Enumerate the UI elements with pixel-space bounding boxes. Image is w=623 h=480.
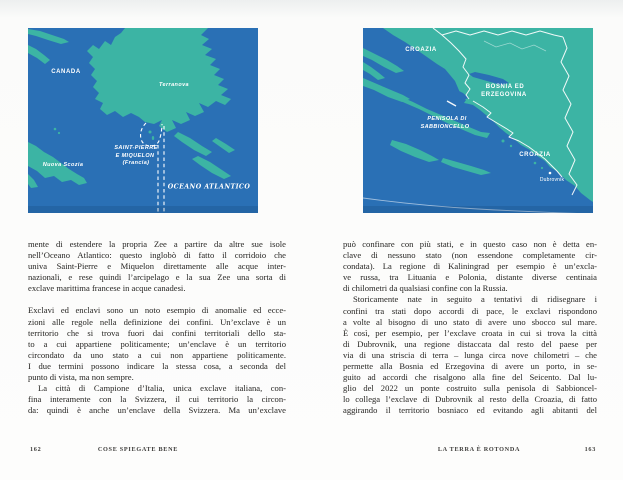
paragraph <box>343 239 597 294</box>
map-sabbioncello <box>363 28 593 213</box>
page-number-right: 163 <box>584 446 596 453</box>
running-head-right: LA TERRA È ROTONDA <box>437 446 521 453</box>
text-line: Exclavi ed enclavi sono un noto esempio di anomalie ed ecce- <box>28 305 286 316</box>
paragraph <box>28 305 286 383</box>
text-line: territorio che si trova fuori dai confini territoriali dello sta- <box>28 327 286 338</box>
text-line: univa Saint-Pierre e Miquelon direttamente alle acque inter- <box>28 261 286 272</box>
text-line: clave di nessuno stato (non essendone completamente cir- <box>343 250 597 261</box>
text-line: glio del 2022 un ponte costruito sulla penisola di Sabbioncel- <box>343 383 597 394</box>
map-label-dubrovnik: Dubrovnik <box>539 177 565 183</box>
text-line: ve russa, tra Lituania e Polonia, distante diverse centinaia <box>343 272 597 283</box>
map-label-croazia-nord: CROAZIA <box>405 47 437 53</box>
map-label-terranova: Terranova <box>159 82 189 88</box>
text-line: via di una striscia di terra – lunga circa nove chilometri – che <box>343 349 597 360</box>
map-label-croazia-sud: CROAZIA <box>519 152 551 158</box>
paragraph <box>343 294 597 416</box>
page-number-left: 162 <box>30 446 42 453</box>
map-right-graphic <box>363 28 593 213</box>
paragraph <box>28 383 286 416</box>
body-text-right-page <box>343 239 597 417</box>
map-label-canada: CANADA <box>51 69 81 75</box>
text-line: di Dubrovnik, una regione distaccata dal resto del paese per <box>343 338 597 349</box>
text-line: condata). La regione di Kaliningrad per esempio è un’excla- <box>343 261 597 272</box>
text-line: exclave marittima francese in acque canadesi. <box>28 283 186 294</box>
text-line: lo collega l’exclave di Dubrovnik al resto della Croazia, di fatto <box>343 394 597 405</box>
text-line: punto di vista, ma non sempre. <box>28 372 134 383</box>
body-text-left-page <box>28 239 286 416</box>
map-label-nuova-scozia: Nuova Scozia <box>42 162 84 168</box>
map-label-penisola-line1: PENISOLA DI <box>427 116 467 122</box>
text-line: fina interamente con la Svizzera, il cui territorio la circon- <box>28 394 286 405</box>
text-line: mente di estendere la propria Zee a partire da altre sue isole <box>28 239 286 249</box>
paragraph <box>28 239 286 294</box>
text-line: a volte al bisogno di uno stato di avere uno sbocco sul mare. <box>343 316 597 327</box>
text-line: da: quindi è anche un’enclave della Svizzera. Ma un’exclave <box>28 405 286 416</box>
text-line: I due termini possono indicare la stessa cosa, a seconda del <box>28 360 286 371</box>
running-head-left: COSE SPIEGATE BENE <box>97 446 179 453</box>
text-line: to a cui appartiene politicamente; un’enclave è un territorio <box>28 338 286 349</box>
map-label-saint-pierre-line1: SAINT-PIERRE <box>114 145 158 151</box>
text-line: confini tra stati dopo accordi di pace, le exclavi rispondono <box>343 305 597 316</box>
map-label-bosnia-line2: ERZEGOVINA <box>481 91 527 98</box>
text-line: La città di Campione d’Italia, unica exclave italiana, con- <box>38 383 286 394</box>
map-label-oceano-atlantico: OCEANO ATLANTICO <box>167 183 251 191</box>
text-line: circondato da uno stato a cui non appartiene politicamente. <box>28 349 286 360</box>
map-label-penisola-line2: SABBIONCELLO <box>420 123 470 130</box>
text-line: guito ad accordi che risalgono alla fine del Seicento. Dal lu- <box>343 372 597 383</box>
text-line: di chilometri da qualsiasi confine con la Russia. <box>343 283 508 294</box>
text-line: nazionali, e rese quindi l’arcipelago e la sua Zee una sorta di <box>28 272 286 283</box>
text-line: aggirando il territorio bosniaco ed evitando agli abitanti del <box>343 405 597 416</box>
map-label-saint-pierre-line3: (Francia) <box>122 159 150 166</box>
text-line: nell’Oceano Atlantico: questo inglobò di fatto il corridoio che <box>28 250 286 261</box>
map-label-saint-pierre-line2: E MIQUELON <box>115 152 155 159</box>
text-line: può confinare con più stati, e in questo caso non è detta en- <box>343 239 597 249</box>
map-saint-pierre-miquelon <box>28 28 258 213</box>
text-line: È così, per esempio, per l’exclave croata in cui si trova la città <box>343 327 597 338</box>
text-line: permette alla Bosnia ed Erzegovina di avere un porto, in se- <box>343 361 597 372</box>
text-line: zioni alle regole nella definizione dei confini. Un’exclave è un <box>28 316 286 327</box>
text-line: Storicamente nate in seguito a tentativi di ridisegnare i <box>353 294 597 305</box>
map-label-bosnia-line1: BOSNIA ED <box>485 84 525 90</box>
